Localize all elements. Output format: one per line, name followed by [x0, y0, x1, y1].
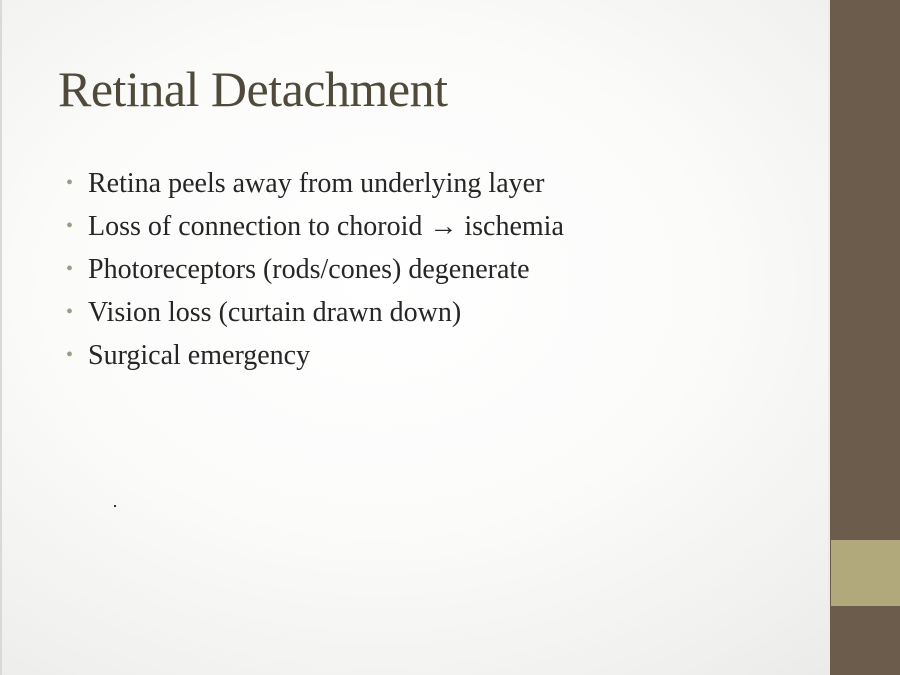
- bullet-text: Vision loss (curtain drawn down): [88, 297, 462, 328]
- bullet-text: Photoreceptors (rods/cones) degenerate: [88, 254, 530, 285]
- bullet-item: [66, 250, 564, 293]
- bullet-item: [66, 207, 564, 250]
- bullet-item: [66, 336, 564, 379]
- bullet-text: Loss of connection to choroid → ischemia: [88, 211, 564, 242]
- bullet-text: Retina peels away from underlying layer: [88, 168, 545, 199]
- stray-dot-mark: [114, 505, 116, 507]
- sidebar-accent-block: [831, 540, 900, 606]
- bullet-icon: •: [66, 172, 74, 194]
- bullet-icon: •: [66, 258, 74, 280]
- bullet-list: [66, 164, 564, 379]
- slide-left-edge: [0, 0, 2, 675]
- bullet-item: [66, 164, 564, 207]
- bullet-icon: •: [66, 215, 74, 237]
- slide-title: Retinal Detachment: [58, 61, 448, 117]
- bullet-icon: •: [66, 301, 74, 323]
- bullet-icon: •: [66, 344, 74, 366]
- bullet-item: [66, 293, 564, 336]
- bullet-text: Surgical emergency: [88, 340, 311, 371]
